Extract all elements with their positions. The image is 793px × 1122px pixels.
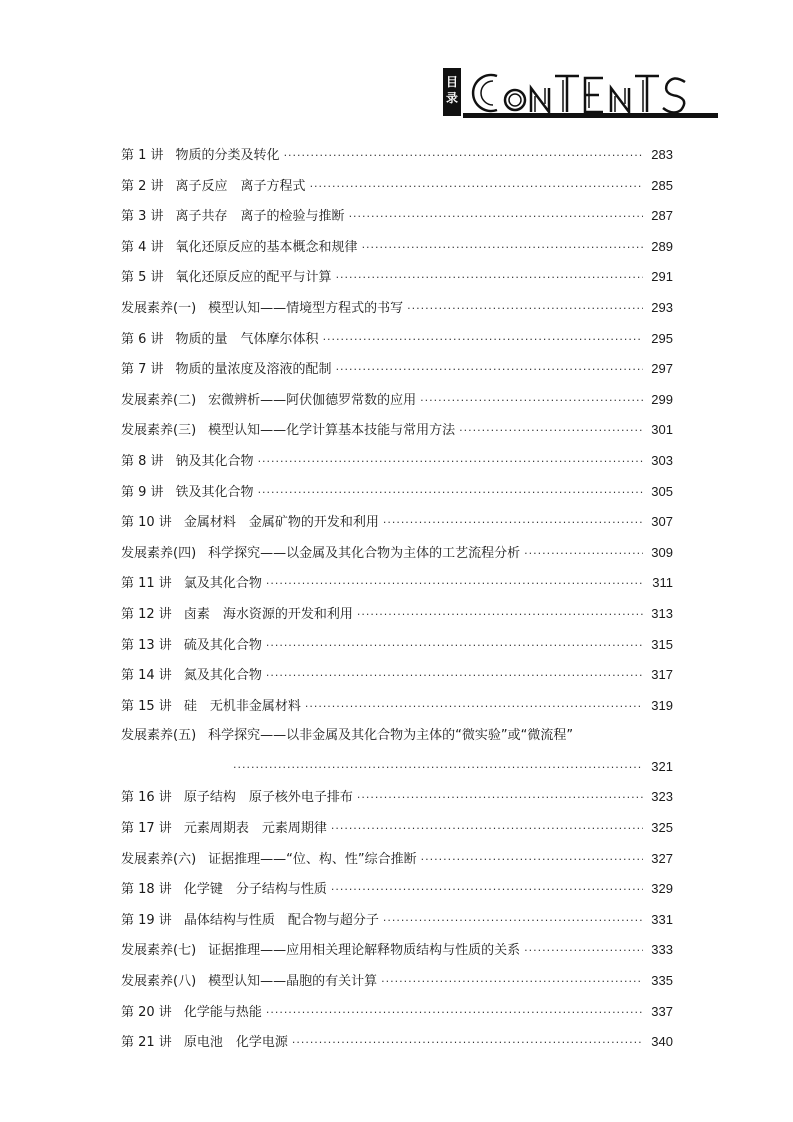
- toc-entry-page-number: 325: [651, 820, 673, 836]
- toc-entry-title: 氯及其化合物: [183, 576, 262, 592]
- toc-dot-leader: [336, 269, 643, 287]
- toc-entry-title: 氧化还原反应的基本概念和规律: [175, 239, 358, 255]
- toc-entry-title: 晶体结构与性质 配合物与超分子: [183, 912, 379, 928]
- toc-entry-page-number: 295: [651, 330, 673, 346]
- toc-entry-title: 科学探究——以金属及其化合物为主体的工艺流程分析: [208, 545, 521, 561]
- toc-entry-title: 原电池 化学电源: [183, 1035, 288, 1051]
- toc-entry-page-number: 337: [651, 1003, 673, 1019]
- toc-entry-prefix: 第 16 讲: [121, 790, 172, 806]
- toc-entry-prefix: 发展素养(七): [121, 943, 197, 959]
- toc-entry-title: 氮及其化合物: [183, 668, 262, 684]
- toc-dot-leader: [381, 973, 643, 991]
- toc-dot-leader: [233, 759, 643, 777]
- toc-entry-title: 证据推理——“位、构、性”综合推断: [208, 851, 417, 867]
- toc-entry-page-number: 289: [651, 238, 673, 254]
- toc-entry-page-number: 311: [652, 575, 673, 591]
- toc-dot-leader: [331, 881, 643, 899]
- toc-entry-prefix: 第 5 讲: [121, 270, 164, 286]
- toc-entry-title: 氧化还原反应的配平与计算: [175, 270, 332, 286]
- toc-entry-page-number: 335: [651, 973, 673, 989]
- mulu-label: 目录: [445, 75, 458, 105]
- toc-entry[interactable]: [121, 758, 673, 789]
- toc-entry-page-number: 340: [651, 1034, 673, 1050]
- toc-dot-leader: [266, 1004, 643, 1022]
- toc-entry-title: 物质的分类及转化: [175, 148, 280, 163]
- toc-entry-prefix: 第 6 讲: [121, 331, 164, 347]
- toc-entry-prefix: 发展素养(六): [121, 851, 197, 867]
- toc-entry[interactable]: [121, 788, 673, 819]
- toc-dot-leader: [349, 208, 643, 226]
- toc-entry-title: 模型认知——化学计算基本技能与常用方法: [208, 423, 456, 439]
- toc-entry[interactable]: [121, 360, 673, 391]
- header-black-tab: [443, 68, 461, 116]
- toc-dot-leader: [266, 575, 643, 593]
- toc-entry-prefix: 第 20 讲: [121, 1004, 172, 1020]
- toc-entry-prefix: 第 7 讲: [121, 362, 164, 378]
- toc-entry-prefix: 发展素养(二): [121, 392, 197, 408]
- toc-entry-page-number: 317: [651, 667, 673, 683]
- toc-dot-leader: [323, 331, 643, 349]
- toc-entry-title: 铁及其化合物: [175, 484, 254, 500]
- toc-entry-prefix: 第 2 讲: [121, 178, 164, 194]
- toc-entry[interactable]: [121, 727, 673, 758]
- toc-dot-leader: [305, 698, 643, 716]
- toc-entry-prefix: 第 4 讲: [121, 239, 164, 255]
- toc-entry-prefix: 第 15 讲: [121, 698, 172, 714]
- toc-dot-leader: [421, 851, 643, 869]
- toc-entry[interactable]: [121, 513, 673, 544]
- toc-entry[interactable]: [121, 605, 673, 636]
- toc-entry-title: 化学键 分子结构与性质: [183, 882, 327, 898]
- toc-entry-page-number: 329: [651, 881, 673, 897]
- toc-entry[interactable]: [121, 819, 673, 850]
- toc-entry-page-number: 291: [651, 269, 673, 285]
- toc-entry-title: 离子共存 离子的检验与推断: [175, 209, 345, 225]
- toc-entry-prefix: 第 10 讲: [121, 515, 172, 531]
- toc-entry[interactable]: [121, 299, 673, 330]
- toc-entry-page-number: 327: [651, 850, 673, 866]
- toc-dot-leader: [331, 820, 643, 838]
- toc-entry[interactable]: [121, 238, 673, 269]
- toc-entry[interactable]: [121, 636, 673, 667]
- toc-entry-prefix: 第 12 讲: [121, 606, 172, 622]
- toc-entry-prefix: 第 13 讲: [121, 637, 172, 653]
- toc-entry-title: 金属材料 金属矿物的开发和利用: [183, 515, 379, 531]
- toc-entry-title: 模型认知——情境型方程式的书写: [208, 300, 404, 316]
- toc-dot-leader: [310, 178, 643, 196]
- toc-dot-leader: [292, 1034, 643, 1052]
- toc-entry-page-number: 287: [651, 208, 673, 224]
- toc-entry[interactable]: [121, 880, 673, 911]
- toc-entry[interactable]: [121, 1033, 673, 1064]
- toc-entry-page-number: 333: [651, 942, 673, 958]
- toc-entry-prefix: 第 14 讲: [121, 668, 172, 684]
- toc-entry-title: 卤素 海水资源的开发和利用: [183, 606, 353, 622]
- toc-entry[interactable]: [121, 972, 673, 1003]
- toc-dot-leader: [383, 912, 643, 930]
- toc-entry-page-number: 299: [651, 391, 673, 407]
- toc-entry-page-number: 283: [651, 147, 673, 162]
- toc-entry-page-number: 323: [651, 789, 673, 805]
- contents-header: [443, 68, 718, 118]
- toc-entry-page-number: 301: [651, 422, 673, 438]
- toc-entry[interactable]: [121, 330, 673, 361]
- toc-entry[interactable]: [121, 207, 673, 238]
- toc-entry-prefix: 第 9 讲: [121, 484, 164, 500]
- toc-entry[interactable]: [121, 1003, 673, 1034]
- toc-entry-prefix: 第 17 讲: [121, 821, 172, 837]
- toc-entry[interactable]: [121, 544, 673, 575]
- toc-entry-page-number: 321: [651, 758, 673, 774]
- toc-entry-title: 元素周期表 元素周期律: [183, 821, 327, 837]
- toc-dot-leader: [362, 239, 643, 257]
- toc-entry[interactable]: [121, 146, 673, 177]
- toc-dot-leader: [524, 942, 643, 960]
- toc-dot-leader: [336, 361, 643, 379]
- toc-entry-prefix: 发展素养(一): [121, 300, 197, 316]
- toc-entry[interactable]: [121, 391, 673, 422]
- toc-entry-title: 物质的量 气体摩尔体积: [175, 331, 319, 347]
- toc-entry-prefix: 发展素养(五): [121, 728, 197, 744]
- toc-entry-title: 离子反应 离子方程式: [175, 178, 306, 194]
- toc-dot-leader: [459, 422, 643, 440]
- toc-dot-leader: [357, 789, 643, 807]
- toc-entry-title: 钠及其化合物: [175, 453, 254, 469]
- toc-dot-leader: [420, 392, 643, 410]
- toc-dot-leader: [383, 514, 643, 532]
- toc-entry-page-number: 309: [651, 544, 673, 560]
- toc-entry-prefix: 发展素养(三): [121, 423, 197, 439]
- toc-entry-page-number: 293: [651, 299, 673, 315]
- toc-dot-leader: [266, 667, 643, 685]
- toc-dot-leader: [284, 147, 643, 165]
- contents-logo: [463, 68, 718, 118]
- toc-dot-leader: [524, 545, 643, 563]
- toc-entry[interactable]: [121, 177, 673, 208]
- toc-entry-title: 证据推理——应用相关理论解释物质结构与性质的关系: [208, 943, 521, 959]
- toc-entry[interactable]: [121, 850, 673, 881]
- toc-entry-prefix: 第 3 讲: [121, 209, 164, 225]
- toc-entry[interactable]: [121, 941, 673, 972]
- toc-entry-title: 硫及其化合物: [183, 637, 262, 653]
- toc-entry-page-number: 307: [651, 514, 673, 530]
- toc-entry-prefix: 第 21 讲: [121, 1035, 172, 1051]
- toc-entry-page-number: 305: [651, 483, 673, 499]
- toc-entry-page-number: 303: [651, 452, 673, 468]
- toc-dot-leader: [357, 606, 643, 624]
- toc-entry-prefix: 第 19 讲: [121, 912, 172, 928]
- toc-entry-page-number: 319: [651, 697, 673, 713]
- toc-dot-leader: [407, 300, 643, 318]
- toc-entry[interactable]: [121, 911, 673, 942]
- toc-entry-page-number: 285: [651, 177, 673, 193]
- toc-entry-title: 原子结构 原子核外电子排布: [183, 790, 353, 806]
- toc-entry-prefix: 第 8 讲: [121, 453, 164, 469]
- toc-entry[interactable]: [121, 483, 673, 514]
- toc-entry-page-number: 297: [651, 361, 673, 377]
- toc-entry-title: 模型认知——晶胞的有关计算: [208, 974, 378, 990]
- toc-entry-page-number: 331: [651, 911, 673, 927]
- toc-dot-leader: [266, 637, 643, 655]
- table-of-contents: [121, 146, 673, 1064]
- toc-entry-prefix: 第 1 讲: [121, 148, 164, 163]
- toc-entry[interactable]: [121, 666, 673, 697]
- toc-entry-prefix: 第 18 讲: [121, 882, 172, 898]
- toc-entry-prefix: 发展素养(四): [121, 545, 197, 561]
- toc-entry-page-number: 315: [651, 636, 673, 652]
- toc-entry-title: 化学能与热能: [183, 1004, 262, 1020]
- toc-entry[interactable]: [121, 421, 673, 452]
- toc-entry-page-number: 313: [651, 605, 673, 621]
- toc-entry[interactable]: [121, 268, 673, 299]
- toc-entry-prefix: 第 11 讲: [121, 576, 172, 592]
- toc-entry-title: 宏微辨析——阿伏伽德罗常数的应用: [208, 392, 417, 408]
- toc-entry[interactable]: [121, 452, 673, 483]
- toc-entry-title: 物质的量浓度及溶液的配制: [175, 362, 332, 378]
- toc-dot-leader: [258, 484, 643, 502]
- toc-dot-leader: [258, 453, 643, 471]
- toc-entry-title: 科学探究——以非金属及其化合物为主体的“微实验”或“微流程”: [208, 728, 574, 744]
- toc-entry-prefix: 发展素养(八): [121, 974, 197, 990]
- toc-entry[interactable]: [121, 697, 673, 728]
- toc-entry[interactable]: [121, 574, 673, 605]
- toc-entry-title: 硅 无机非金属材料: [183, 698, 301, 714]
